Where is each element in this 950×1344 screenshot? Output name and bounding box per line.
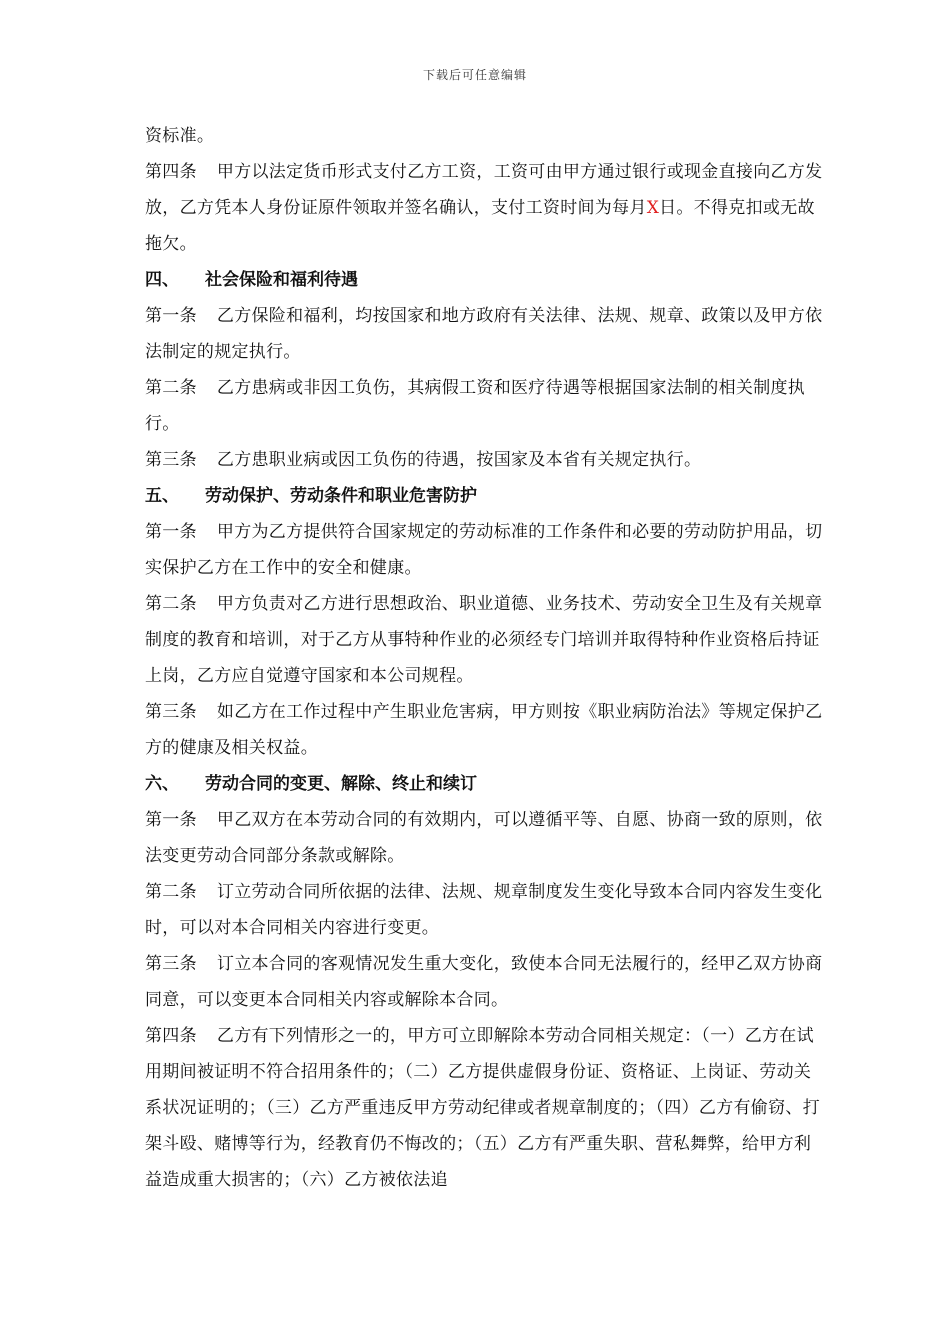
clause-text: 订立劳动合同所依据的法律、法规、规章制度发生变化导致本合同内容发生变化时，可以对本合同相关内容进行变更。 (145, 882, 823, 938)
clause-text: 甲方以法定货币形式支付乙方工资，工资可由甲方通过银行或现金直接向乙方发放，乙方凭本人身份证原件领取并签名确认，支付工资时间为每月 (145, 162, 823, 218)
clause-text: 甲乙双方在本劳动合同的有效期内，可以遵循平等、自愿、协商一致的原则，依法变更劳动合同部分条款或解除。 (145, 810, 823, 866)
clause-label: 第一条 (145, 810, 197, 830)
clause-label: 第三条 (145, 702, 197, 722)
clause-label: 第一条 (145, 522, 197, 542)
clause-paragraph (145, 874, 825, 946)
clause-paragraph (145, 586, 825, 694)
clause-text: 如乙方在工作过程中产生职业危害病，甲方则按《职业病防治法》等规定保护乙方的健康及相关权益。 (145, 702, 823, 758)
clause-paragraph (145, 694, 825, 766)
clause-text: 甲方为乙方提供符合国家规定的劳动标准的工作条件和必要的劳动防护用品，切实保护乙方在工作中的安全和健康。 (145, 522, 823, 578)
section-number: 六、 (145, 774, 179, 794)
clause-text-continued: 日。不得克扣或无故拖欠。 (145, 198, 815, 254)
clause-paragraph (145, 298, 825, 370)
section-heading (145, 262, 825, 298)
clause-text: 乙方保险和福利，均按国家和地方政府有关法律、法规、规章、政策以及甲方依法制定的规定执行。 (145, 306, 823, 362)
clause-label: 第二条 (145, 378, 197, 398)
clause-label: 第二条 (145, 594, 197, 614)
section-heading (145, 766, 825, 802)
clause-text: 乙方有下列情形之一的，甲方可立即解除本劳动合同相关规定：（一）乙方在试用期间被证明不符合招用条件的；（二）乙方提供虚假身份证、资格证、上岗证、劳动关系状况证明的；（三）乙方严重违反甲方劳动纪律或者规章制度的；（四）乙方有偷窃、打架斗殴、赌博等行为，经教育仍不悔改的；（五）乙方有严重失职、营私舞弊，给甲方利益造成重大损害的；（六）乙方被依法追 (145, 1026, 820, 1190)
placeholder-value: X (646, 198, 660, 218)
clause-text: 乙方患职业病或因工负伤的待遇，按国家及本省有关规定执行。 (216, 450, 702, 470)
section-title: 劳动合同的变更、解除、终止和续订 (205, 774, 477, 794)
clause-paragraph (145, 1018, 825, 1198)
section-title: 劳动保护、劳动条件和职业危害防护 (205, 486, 477, 506)
clause-paragraph (145, 118, 825, 154)
section-number: 五、 (145, 486, 179, 506)
clause-label: 第四条 (145, 162, 197, 182)
document-body (145, 118, 825, 1198)
clause-text: 订立本合同的客观情况发生重大变化，致使本合同无法履行的，经甲乙双方协商同意，可以变更本合同相关内容或解除本合同。 (145, 954, 823, 1010)
clause-paragraph (145, 514, 825, 586)
clause-paragraph (145, 154, 825, 262)
clause-paragraph (145, 370, 825, 442)
page-header: 下载后可任意编辑 (422, 68, 527, 82)
section-title: 社会保险和福利待遇 (205, 270, 358, 290)
clause-label: 第三条 (145, 954, 197, 974)
clause-label: 第一条 (145, 306, 197, 326)
section-heading (145, 478, 825, 514)
clause-label: 第四条 (145, 1026, 197, 1046)
clause-paragraph (145, 442, 825, 478)
clause-label: 第二条 (145, 882, 197, 902)
clause-text: 乙方患病或非因工负伤，其病假工资和医疗待遇等根据国家法制的相关制度执行。 (145, 378, 806, 434)
clause-paragraph (145, 946, 825, 1018)
clause-text: 资标准。 (145, 126, 215, 146)
clause-label: 第三条 (145, 450, 197, 470)
clause-text: 甲方负责对乙方进行思想政治、职业道德、业务技术、劳动安全卫生及有关规章制度的教育和培训，对于乙方从事特种作业的必须经专门培训并取得特种作业资格后持证上岗，乙方应自觉遵守国家和本公司规程。 (145, 594, 823, 686)
section-number: 四、 (145, 270, 179, 290)
clause-paragraph (145, 802, 825, 874)
